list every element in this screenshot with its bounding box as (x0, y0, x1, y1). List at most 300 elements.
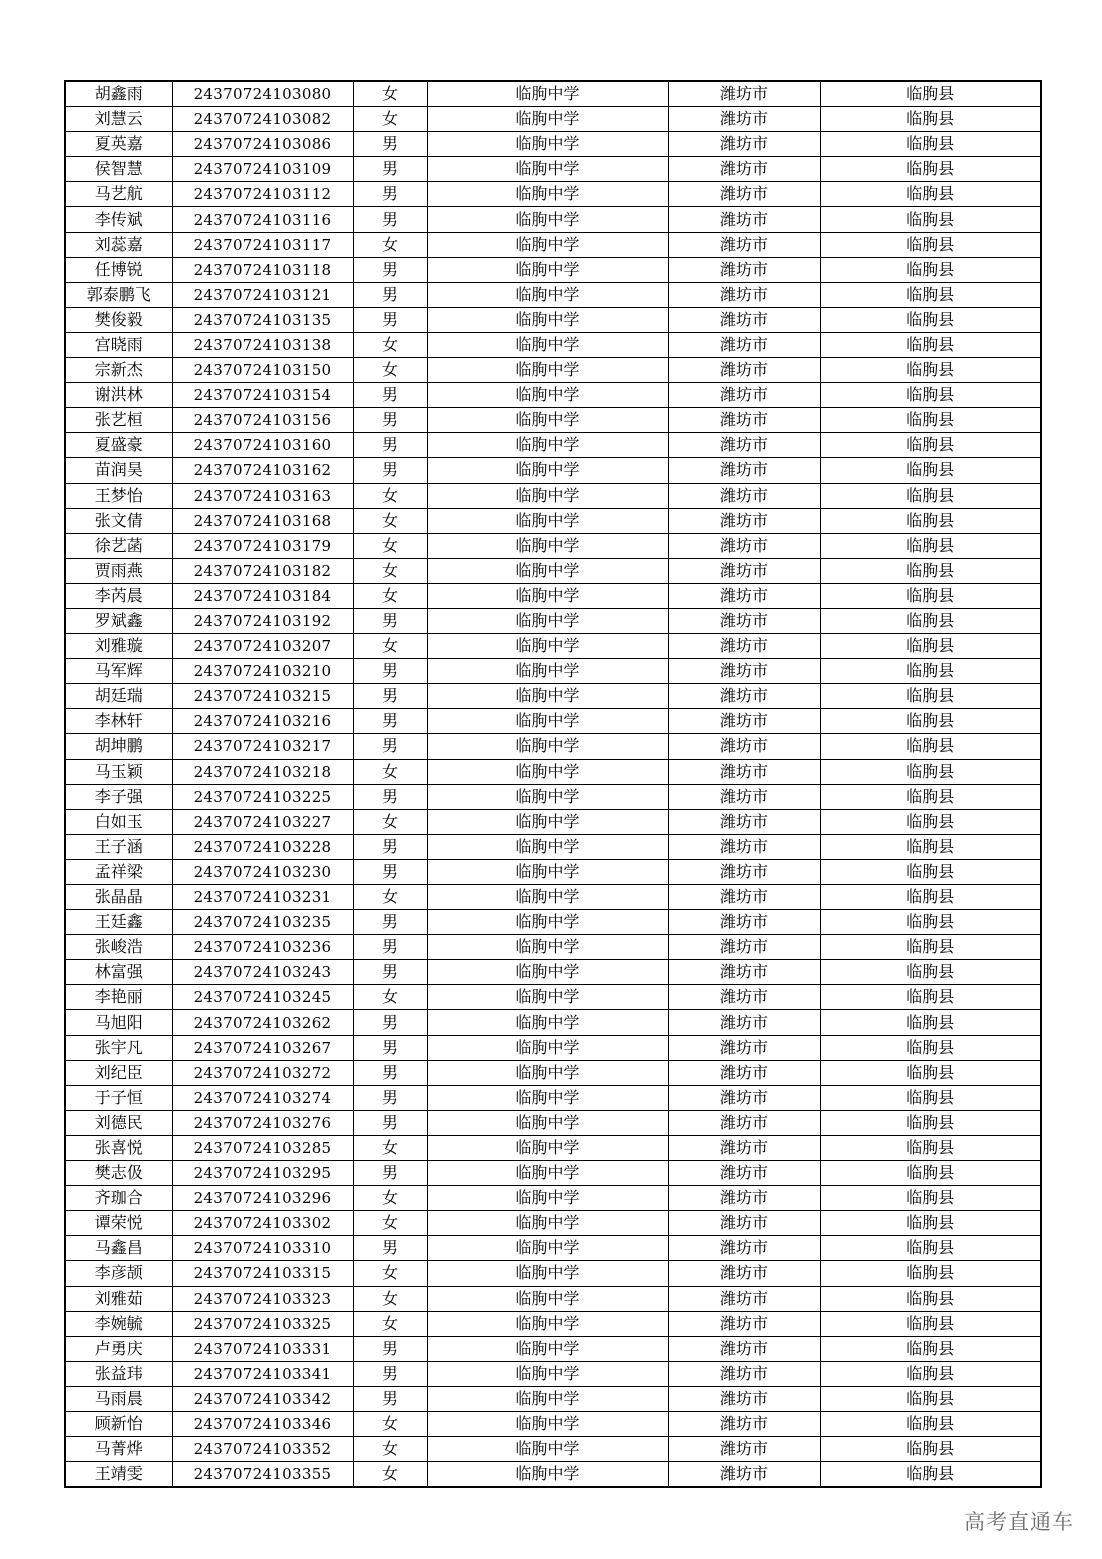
city-cell: 潍坊市 (668, 583, 820, 608)
name-cell: 胡鑫雨 (65, 81, 172, 107)
school-cell: 临朐中学 (427, 1286, 668, 1311)
city-cell: 潍坊市 (668, 157, 820, 182)
school-cell: 临朐中学 (427, 1085, 668, 1110)
name-cell: 张益玮 (65, 1361, 172, 1386)
city-cell: 潍坊市 (668, 1010, 820, 1035)
table-row (65, 107, 1041, 132)
name-cell: 樊志伋 (65, 1161, 172, 1186)
name-cell: 张峻浩 (65, 935, 172, 960)
name-cell: 马雨晨 (65, 1386, 172, 1411)
county-cell: 临朐县 (820, 910, 1041, 935)
gender-cell: 女 (353, 358, 427, 383)
exam-id-cell: 24370724103112 (172, 182, 353, 207)
school-cell: 临朐中学 (427, 558, 668, 583)
name-cell: 张宇凡 (65, 1035, 172, 1060)
gender-cell: 女 (353, 81, 427, 107)
name-cell: 张晶晶 (65, 885, 172, 910)
school-cell: 临朐中学 (427, 834, 668, 859)
table-row (65, 1311, 1041, 1336)
table-row (65, 307, 1041, 332)
city-cell: 潍坊市 (668, 358, 820, 383)
gender-cell: 男 (353, 1010, 427, 1035)
table-row (65, 634, 1041, 659)
exam-id-cell: 24370724103346 (172, 1411, 353, 1436)
exam-id-cell: 24370724103192 (172, 608, 353, 633)
exam-id-cell: 24370724103235 (172, 910, 353, 935)
gender-cell: 男 (353, 608, 427, 633)
table-row (65, 1286, 1041, 1311)
county-cell: 临朐县 (820, 533, 1041, 558)
county-cell: 临朐县 (820, 282, 1041, 307)
city-cell: 潍坊市 (668, 960, 820, 985)
exam-id-cell: 24370724103162 (172, 458, 353, 483)
exam-id-cell: 24370724103295 (172, 1161, 353, 1186)
county-cell: 临朐县 (820, 1186, 1041, 1211)
gender-cell: 男 (353, 935, 427, 960)
school-cell: 临朐中学 (427, 1060, 668, 1085)
gender-cell: 男 (353, 1336, 427, 1361)
county-cell: 临朐县 (820, 1085, 1041, 1110)
table-row (65, 583, 1041, 608)
county-cell: 临朐县 (820, 1035, 1041, 1060)
county-cell: 临朐县 (820, 583, 1041, 608)
name-cell: 樊俊毅 (65, 307, 172, 332)
table-row (65, 1386, 1041, 1411)
county-cell: 临朐县 (820, 960, 1041, 985)
exam-id-cell: 24370724103154 (172, 383, 353, 408)
city-cell: 潍坊市 (668, 885, 820, 910)
gender-cell: 男 (353, 257, 427, 282)
city-cell: 潍坊市 (668, 483, 820, 508)
city-cell: 潍坊市 (668, 709, 820, 734)
name-cell: 罗斌鑫 (65, 608, 172, 633)
school-cell: 临朐中学 (427, 1186, 668, 1211)
school-cell: 临朐中学 (427, 458, 668, 483)
table-row (65, 1462, 1041, 1488)
name-cell: 李传斌 (65, 207, 172, 232)
exam-id-cell: 24370724103168 (172, 508, 353, 533)
exam-id-cell: 24370724103135 (172, 307, 353, 332)
city-cell: 潍坊市 (668, 408, 820, 433)
gender-cell: 男 (353, 182, 427, 207)
county-cell: 临朐县 (820, 1286, 1041, 1311)
exam-id-cell: 24370724103323 (172, 1286, 353, 1311)
county-cell: 临朐县 (820, 232, 1041, 257)
exam-id-cell: 24370724103117 (172, 232, 353, 257)
county-cell: 临朐县 (820, 558, 1041, 583)
school-cell: 临朐中学 (427, 960, 668, 985)
county-cell: 临朐县 (820, 1462, 1041, 1488)
gender-cell: 女 (353, 232, 427, 257)
gender-cell: 男 (353, 910, 427, 935)
school-cell: 临朐中学 (427, 1462, 668, 1488)
name-cell: 谢洪林 (65, 383, 172, 408)
school-cell: 临朐中学 (427, 257, 668, 282)
county-cell: 临朐县 (820, 634, 1041, 659)
name-cell: 顾新怡 (65, 1411, 172, 1436)
name-cell: 马鑫昌 (65, 1236, 172, 1261)
table-row (65, 1110, 1041, 1135)
gender-cell: 男 (353, 1161, 427, 1186)
school-cell: 临朐中学 (427, 910, 668, 935)
name-cell: 谭荣悦 (65, 1211, 172, 1236)
school-cell: 临朐中学 (427, 759, 668, 784)
city-cell: 潍坊市 (668, 1060, 820, 1085)
gender-cell: 女 (353, 558, 427, 583)
county-cell: 临朐县 (820, 483, 1041, 508)
exam-id-cell: 24370724103342 (172, 1386, 353, 1411)
exam-id-cell: 24370724103225 (172, 784, 353, 809)
exam-id-cell: 24370724103274 (172, 1085, 353, 1110)
city-cell: 潍坊市 (668, 558, 820, 583)
county-cell: 临朐县 (820, 307, 1041, 332)
gender-cell: 男 (353, 132, 427, 157)
exam-id-cell: 24370724103245 (172, 985, 353, 1010)
exam-id-cell: 24370724103150 (172, 358, 353, 383)
county-cell: 临朐县 (820, 659, 1041, 684)
city-cell: 潍坊市 (668, 1110, 820, 1135)
city-cell: 潍坊市 (668, 1035, 820, 1060)
gender-cell: 男 (353, 1085, 427, 1110)
name-cell: 张文倩 (65, 508, 172, 533)
city-cell: 潍坊市 (668, 533, 820, 558)
exam-id-cell: 24370724103236 (172, 935, 353, 960)
exam-id-cell: 24370724103210 (172, 659, 353, 684)
school-cell: 临朐中学 (427, 634, 668, 659)
table-row (65, 1211, 1041, 1236)
table-row (65, 684, 1041, 709)
school-cell: 临朐中学 (427, 734, 668, 759)
school-cell: 临朐中学 (427, 659, 668, 684)
exam-id-cell: 24370724103352 (172, 1437, 353, 1462)
table-row (65, 1085, 1041, 1110)
name-cell: 王梦怡 (65, 483, 172, 508)
county-cell: 临朐县 (820, 107, 1041, 132)
gender-cell: 男 (353, 458, 427, 483)
gender-cell: 男 (353, 784, 427, 809)
table-row (65, 859, 1041, 884)
school-cell: 临朐中学 (427, 784, 668, 809)
name-cell: 夏盛豪 (65, 433, 172, 458)
exam-id-cell: 24370724103276 (172, 1110, 353, 1135)
school-cell: 临朐中学 (427, 1135, 668, 1160)
table-row (65, 132, 1041, 157)
city-cell: 潍坊市 (668, 207, 820, 232)
exam-id-cell: 24370724103217 (172, 734, 353, 759)
city-cell: 潍坊市 (668, 608, 820, 633)
school-cell: 临朐中学 (427, 1110, 668, 1135)
school-cell: 临朐中学 (427, 81, 668, 107)
gender-cell: 女 (353, 1211, 427, 1236)
county-cell: 临朐县 (820, 81, 1041, 107)
county-cell: 临朐县 (820, 608, 1041, 633)
city-cell: 潍坊市 (668, 1361, 820, 1386)
school-cell: 临朐中学 (427, 483, 668, 508)
county-cell: 临朐县 (820, 734, 1041, 759)
county-cell: 临朐县 (820, 1261, 1041, 1286)
name-cell: 卢勇庆 (65, 1336, 172, 1361)
county-cell: 临朐县 (820, 157, 1041, 182)
name-cell: 张喜悦 (65, 1135, 172, 1160)
county-cell: 临朐县 (820, 1411, 1041, 1436)
county-cell: 临朐县 (820, 1060, 1041, 1085)
exam-id-cell: 24370724103138 (172, 332, 353, 357)
city-cell: 潍坊市 (668, 81, 820, 107)
table-row (65, 558, 1041, 583)
name-cell: 白如玉 (65, 809, 172, 834)
city-cell: 潍坊市 (668, 307, 820, 332)
city-cell: 潍坊市 (668, 458, 820, 483)
city-cell: 潍坊市 (668, 1411, 820, 1436)
exam-id-cell: 24370724103355 (172, 1462, 353, 1488)
city-cell: 潍坊市 (668, 659, 820, 684)
table-row (65, 533, 1041, 558)
county-cell: 临朐县 (820, 1386, 1041, 1411)
gender-cell: 女 (353, 1135, 427, 1160)
name-cell: 李婉毓 (65, 1311, 172, 1336)
table-row (65, 1186, 1041, 1211)
exam-id-cell: 24370724103184 (172, 583, 353, 608)
gender-cell: 男 (353, 408, 427, 433)
city-cell: 潍坊市 (668, 1286, 820, 1311)
city-cell: 潍坊市 (668, 182, 820, 207)
school-cell: 临朐中学 (427, 1311, 668, 1336)
name-cell: 刘雅璇 (65, 634, 172, 659)
gender-cell: 男 (353, 834, 427, 859)
exam-id-cell: 24370724103156 (172, 408, 353, 433)
exam-id-cell: 24370724103231 (172, 885, 353, 910)
school-cell: 临朐中学 (427, 1236, 668, 1261)
county-cell: 临朐县 (820, 935, 1041, 960)
school-cell: 临朐中学 (427, 107, 668, 132)
school-cell: 临朐中学 (427, 282, 668, 307)
table-row (65, 182, 1041, 207)
county-cell: 临朐县 (820, 433, 1041, 458)
city-cell: 潍坊市 (668, 107, 820, 132)
city-cell: 潍坊市 (668, 759, 820, 784)
county-cell: 临朐县 (820, 257, 1041, 282)
exam-id-cell: 24370724103218 (172, 759, 353, 784)
school-cell: 临朐中学 (427, 684, 668, 709)
city-cell: 潍坊市 (668, 1336, 820, 1361)
exam-id-cell: 24370724103086 (172, 132, 353, 157)
gender-cell: 女 (353, 985, 427, 1010)
table-row (65, 157, 1041, 182)
table-row (65, 508, 1041, 533)
city-cell: 潍坊市 (668, 1236, 820, 1261)
county-cell: 临朐县 (820, 358, 1041, 383)
name-cell: 贾雨燕 (65, 558, 172, 583)
gender-cell: 男 (353, 1236, 427, 1261)
table-row (65, 1361, 1041, 1386)
gender-cell: 男 (353, 1361, 427, 1386)
county-cell: 临朐县 (820, 132, 1041, 157)
table-row (65, 383, 1041, 408)
gender-cell: 男 (353, 659, 427, 684)
city-cell: 潍坊市 (668, 1261, 820, 1286)
county-cell: 临朐县 (820, 1211, 1041, 1236)
table-row (65, 1035, 1041, 1060)
city-cell: 潍坊市 (668, 383, 820, 408)
name-cell: 任博锐 (65, 257, 172, 282)
exam-id-cell: 24370724103082 (172, 107, 353, 132)
county-cell: 临朐县 (820, 408, 1041, 433)
city-cell: 潍坊市 (668, 1161, 820, 1186)
table-row (65, 332, 1041, 357)
city-cell: 潍坊市 (668, 809, 820, 834)
gender-cell: 女 (353, 1311, 427, 1336)
gender-cell: 男 (353, 282, 427, 307)
exam-id-cell: 24370724103215 (172, 684, 353, 709)
school-cell: 临朐中学 (427, 182, 668, 207)
exam-id-cell: 24370724103160 (172, 433, 353, 458)
name-cell: 胡坤鹏 (65, 734, 172, 759)
city-cell: 潍坊市 (668, 433, 820, 458)
exam-id-cell: 24370724103228 (172, 834, 353, 859)
table-row (65, 81, 1041, 107)
school-cell: 临朐中学 (427, 709, 668, 734)
name-cell: 郭泰鹏飞 (65, 282, 172, 307)
gender-cell: 男 (353, 684, 427, 709)
name-cell: 马艺航 (65, 182, 172, 207)
exam-id-cell: 24370724103285 (172, 1135, 353, 1160)
table-row (65, 232, 1041, 257)
city-cell: 潍坊市 (668, 910, 820, 935)
school-cell: 临朐中学 (427, 1211, 668, 1236)
county-cell: 临朐县 (820, 859, 1041, 884)
table-row (65, 910, 1041, 935)
exam-id-cell: 24370724103116 (172, 207, 353, 232)
name-cell: 马旭阳 (65, 1010, 172, 1035)
county-cell: 临朐县 (820, 458, 1041, 483)
city-cell: 潍坊市 (668, 232, 820, 257)
name-cell: 侯智慧 (65, 157, 172, 182)
school-cell: 临朐中学 (427, 1261, 668, 1286)
table-row (65, 608, 1041, 633)
name-cell: 刘雅茹 (65, 1286, 172, 1311)
table-row (65, 1336, 1041, 1361)
exam-id-cell: 24370724103243 (172, 960, 353, 985)
gender-cell: 女 (353, 508, 427, 533)
exam-id-cell: 24370724103310 (172, 1236, 353, 1261)
school-cell: 临朐中学 (427, 859, 668, 884)
exam-id-cell: 24370724103230 (172, 859, 353, 884)
name-cell: 于子恒 (65, 1085, 172, 1110)
table-row (65, 1060, 1041, 1085)
school-cell: 临朐中学 (427, 1336, 668, 1361)
table-row (65, 885, 1041, 910)
gender-cell: 女 (353, 1286, 427, 1311)
school-cell: 临朐中学 (427, 935, 668, 960)
gender-cell: 男 (353, 433, 427, 458)
table-row (65, 1437, 1041, 1462)
county-cell: 临朐县 (820, 1437, 1041, 1462)
school-cell: 临朐中学 (427, 232, 668, 257)
county-cell: 临朐县 (820, 508, 1041, 533)
county-cell: 临朐县 (820, 1135, 1041, 1160)
gender-cell: 女 (353, 533, 427, 558)
city-cell: 潍坊市 (668, 784, 820, 809)
county-cell: 临朐县 (820, 383, 1041, 408)
table-row (65, 935, 1041, 960)
city-cell: 潍坊市 (668, 985, 820, 1010)
city-cell: 潍坊市 (668, 1085, 820, 1110)
table-row (65, 1261, 1041, 1286)
county-cell: 临朐县 (820, 885, 1041, 910)
exam-id-cell: 24370724103179 (172, 533, 353, 558)
exam-id-cell: 24370724103163 (172, 483, 353, 508)
name-cell: 刘蕊嘉 (65, 232, 172, 257)
city-cell: 潍坊市 (668, 935, 820, 960)
school-cell: 临朐中学 (427, 1437, 668, 1462)
gender-cell: 男 (353, 734, 427, 759)
city-cell: 潍坊市 (668, 332, 820, 357)
name-cell: 马军辉 (65, 659, 172, 684)
gender-cell: 女 (353, 634, 427, 659)
school-cell: 临朐中学 (427, 307, 668, 332)
school-cell: 临朐中学 (427, 332, 668, 357)
school-cell: 临朐中学 (427, 1411, 668, 1436)
city-cell: 潍坊市 (668, 1437, 820, 1462)
gender-cell: 男 (353, 859, 427, 884)
school-cell: 临朐中学 (427, 1010, 668, 1035)
table-row (65, 1236, 1041, 1261)
exam-id-cell: 24370724103109 (172, 157, 353, 182)
city-cell: 潍坊市 (668, 1211, 820, 1236)
table-row (65, 1135, 1041, 1160)
gender-cell: 女 (353, 583, 427, 608)
gender-cell: 女 (353, 759, 427, 784)
name-cell: 王靖雯 (65, 1462, 172, 1488)
county-cell: 临朐县 (820, 1236, 1041, 1261)
name-cell: 李彦颉 (65, 1261, 172, 1286)
table-row (65, 960, 1041, 985)
name-cell: 李艳丽 (65, 985, 172, 1010)
county-cell: 临朐县 (820, 1161, 1041, 1186)
name-cell: 齐珈合 (65, 1186, 172, 1211)
school-cell: 临朐中学 (427, 433, 668, 458)
table-row (65, 207, 1041, 232)
school-cell: 临朐中学 (427, 408, 668, 433)
gender-cell: 男 (353, 157, 427, 182)
city-cell: 潍坊市 (668, 508, 820, 533)
table-row (65, 458, 1041, 483)
roster-table (64, 80, 1042, 1488)
name-cell: 李芮晨 (65, 583, 172, 608)
watermark-text: 高考直通车 (964, 1510, 1074, 1534)
table-row (65, 483, 1041, 508)
gender-cell: 女 (353, 885, 427, 910)
school-cell: 临朐中学 (427, 1361, 668, 1386)
name-cell: 宫晓雨 (65, 332, 172, 357)
exam-id-cell: 24370724103315 (172, 1261, 353, 1286)
name-cell: 张艺桓 (65, 408, 172, 433)
county-cell: 临朐县 (820, 1361, 1041, 1386)
table-row (65, 834, 1041, 859)
name-cell: 宗新杰 (65, 358, 172, 383)
name-cell: 孟祥梁 (65, 859, 172, 884)
table-row (65, 759, 1041, 784)
gender-cell: 男 (353, 207, 427, 232)
exam-id-cell: 24370724103325 (172, 1311, 353, 1336)
gender-cell: 女 (353, 1437, 427, 1462)
city-cell: 潍坊市 (668, 257, 820, 282)
county-cell: 临朐县 (820, 1110, 1041, 1135)
city-cell: 潍坊市 (668, 1386, 820, 1411)
gender-cell: 女 (353, 107, 427, 132)
gender-cell: 男 (353, 307, 427, 332)
county-cell: 临朐县 (820, 1311, 1041, 1336)
